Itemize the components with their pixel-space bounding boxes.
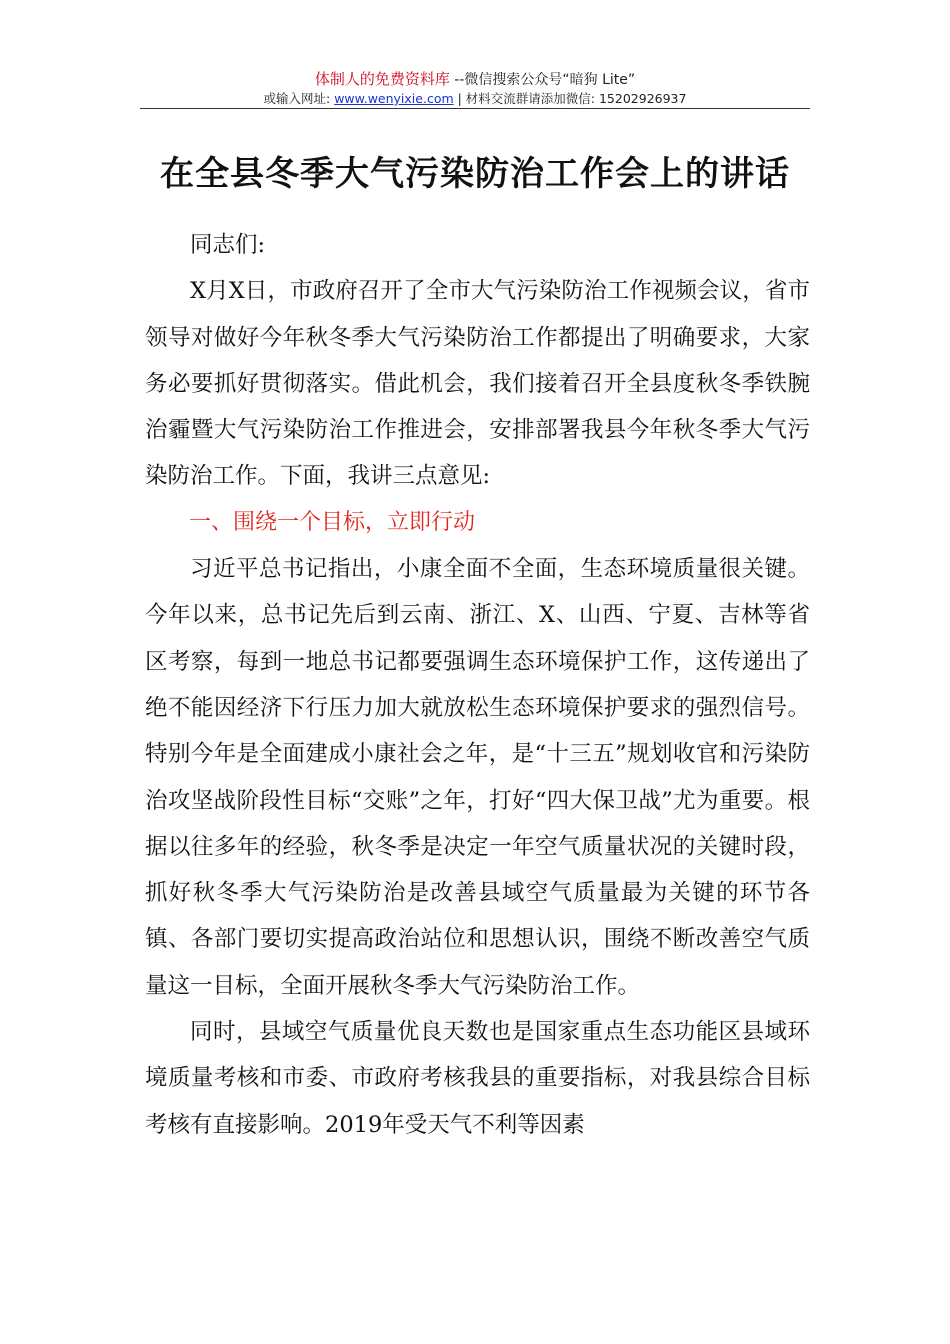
contact-info: | 材料交流群请添加微信: 15202926937 bbox=[453, 91, 687, 106]
website-link[interactable]: www.wenyixie.com bbox=[334, 91, 454, 106]
document-header bbox=[140, 70, 810, 108]
document-title: 在全县冬季大气污染防治工作会上的讲话 bbox=[160, 154, 790, 194]
brand-name: 体制人的免费资料库 bbox=[314, 70, 450, 88]
section1-paragraph-1: 习近平总书记指出，小康全面不全面，生态环境质量很关键。今年以来，总书记先后到云南、浙江、X、山西、宁夏、吉林等省区考察，每到一地总书记都要强调生态环境保护工作，这传递出了绝不能因经济下行压力加大就放松生态环境保护要求的强烈信号。特别今年是全面建成小康社会之年，是“十三五”规划收官和污染防治攻坚战阶段性目标“交账”之年，打好“四大保卫战”尤为重要。根据以往多年的经验，秋冬季是决定一年空气质量状况的关键时段，抓好秋冬季大气污染防治是改善县域空气质量最为关键的环节各镇、各部门要切实提高政治站位和思想认识，围绕不断改善空气质量这一目标，全面开展秋冬季大气污染防治工作。 bbox=[145, 556, 810, 999]
header-line-1 bbox=[140, 70, 810, 89]
section1-paragraph-2: 同时，县域空气质量优良天数也是国家重点生态功能区县域环境质量考核和市委、市政府考核我县的重要指标，对我县综合目标考核有直接影响。2019年受天气不利等因素 bbox=[145, 1019, 810, 1138]
header-tagline: --微信搜索公众号“暗狗 Lite” bbox=[449, 72, 636, 88]
document-body bbox=[145, 222, 810, 1148]
header-divider bbox=[140, 108, 810, 109]
header-line-2 bbox=[140, 90, 810, 108]
intro-paragraph: X月X日，市政府召开了全市大气污染防治工作视频会议，省市领导对做好今年秋冬季大气污染防治工作都提出了明确要求，大家务必要抓好贯彻落实。借此机会，我们接着召开全县度秋冬季铁腕治霾暨大气污染防治工作推进会，安排部署我县今年秋冬季大气污染防治工作。下面，我讲三点意见: bbox=[145, 278, 810, 490]
section-heading-1: 一、围绕一个目标，立即行动 bbox=[189, 509, 476, 535]
salutation: 同志们: bbox=[190, 232, 266, 258]
url-prefix: 或输入网址: bbox=[263, 91, 335, 106]
